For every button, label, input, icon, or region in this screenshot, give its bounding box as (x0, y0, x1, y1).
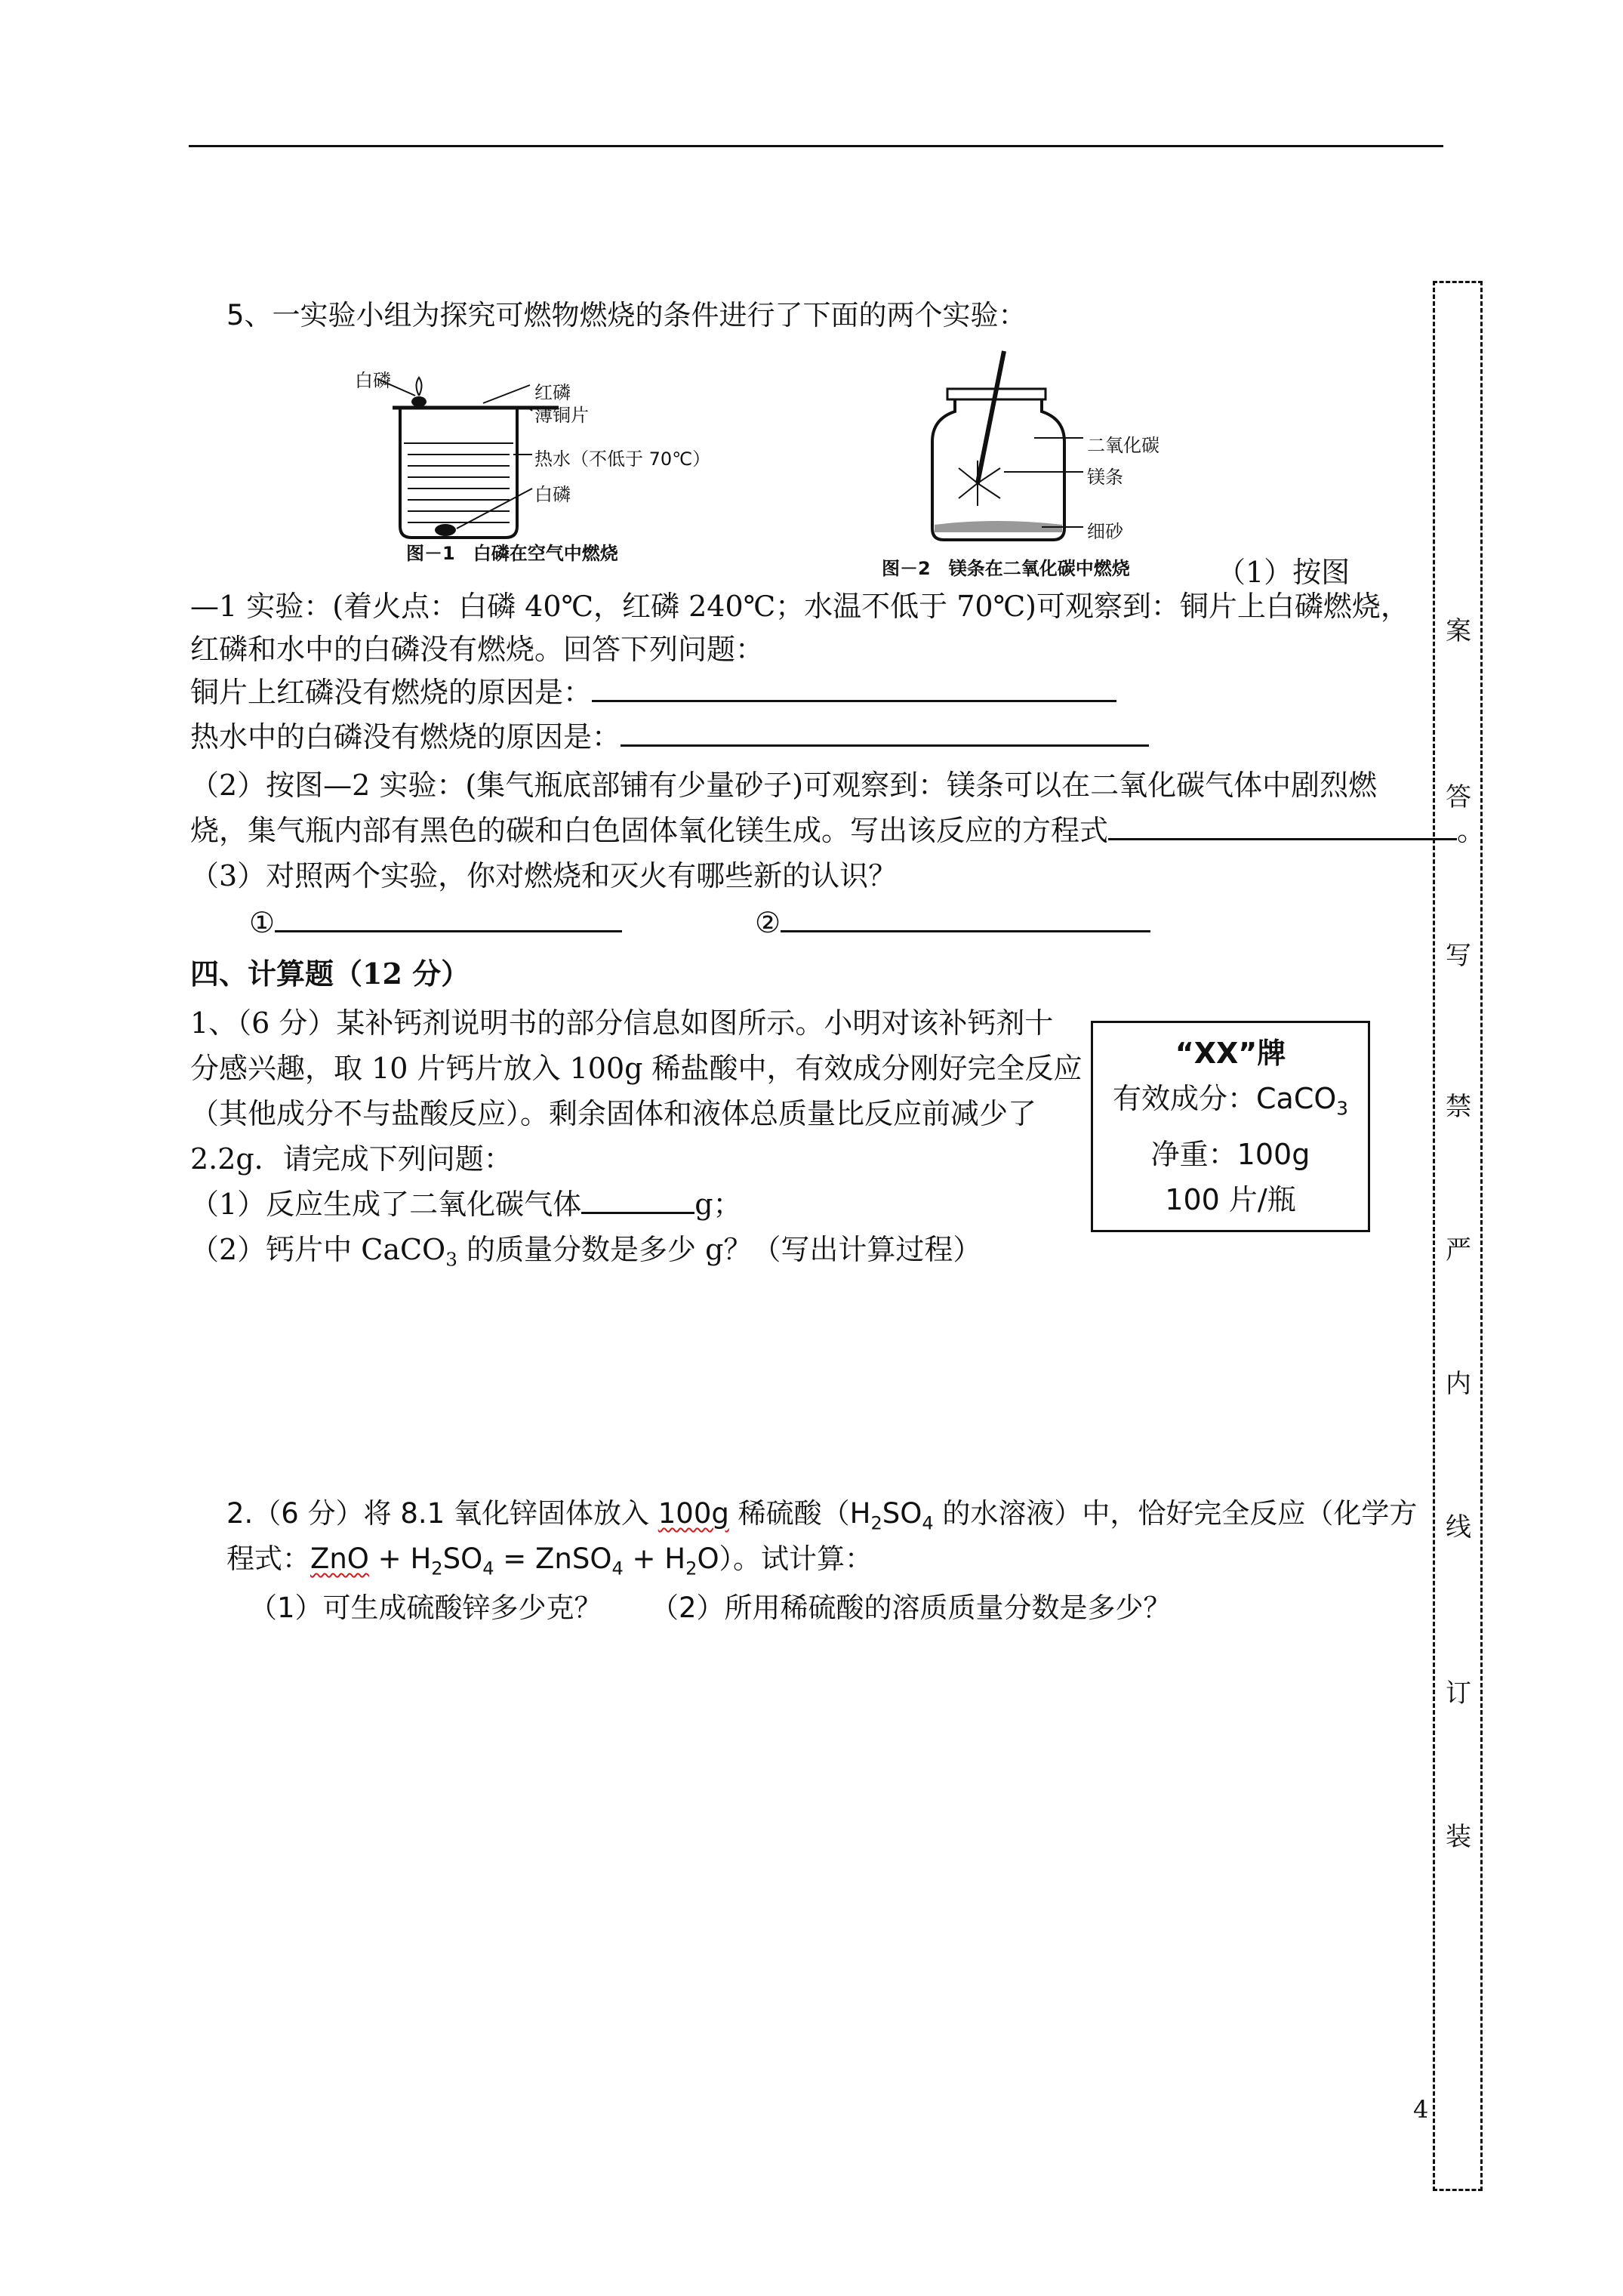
q5-p3-option2 (755, 900, 1150, 945)
product-count: 100 片/瓶 (1165, 1182, 1296, 1216)
product-brand: “XX”牌 (1175, 1037, 1286, 1070)
product-ingredient-text: 有效成分：CaCO (1113, 1082, 1337, 1115)
q5-p3: （3）对照两个实验，你对燃烧和灭火有哪些新的认识？ (190, 859, 898, 892)
calc2-l2f: 4 (482, 1558, 494, 1579)
q5-title-text: 5、一实验小组为探究可燃物燃烧的条件进行了下面的两个实验： (226, 299, 1027, 331)
calc2-l2b: ZnO (310, 1542, 369, 1575)
q5-p1-tail: （1）按图 (1217, 556, 1350, 589)
calc2-l2c: + H (368, 1542, 432, 1575)
calc2-l1c: 稀硫酸（H (728, 1497, 871, 1530)
calc2-line2 (226, 1536, 873, 1591)
q5-p3-option1-blank[interactable] (275, 900, 622, 932)
q5-p3-option2-marker: ② (755, 906, 781, 939)
margin-char-6: 内 (1446, 1363, 1471, 1400)
product-ingredient-sub: 3 (1336, 1097, 1348, 1120)
fig1-label-copper-plate: 薄铜片 (534, 405, 589, 426)
q5-q1a-text: 铜片上红磷没有燃烧的原因是： (190, 676, 593, 709)
calc2-l1b: 100g (658, 1497, 729, 1530)
q5-p2-line2 (190, 808, 1486, 853)
calc2-l2d: 2 (431, 1558, 443, 1579)
calc1-line6 (190, 1227, 981, 1283)
fig1-label-white-phosphorus: 白磷 (355, 370, 391, 391)
calc1-line1: 1、（6 分）某补钙剂说明书的部分信息如图所示。小明对该补钙剂十 (190, 1006, 1054, 1040)
product-weight: 净重：100g (1150, 1137, 1310, 1171)
calc2-l2e: SO (442, 1542, 483, 1575)
q5-q1b-text: 热水中的白磷没有燃烧的原因是： (190, 720, 621, 754)
q5-q1b (190, 714, 1149, 760)
margin-char-3: 写 (1446, 935, 1471, 972)
q5-q1a-answer-blank[interactable] (592, 670, 1116, 702)
calc1-line4: 2.2g．请完成下列问题： (190, 1142, 513, 1176)
q5-p1-line2: 红磷和水中的白磷没有燃烧。回答下列问题： (190, 633, 765, 666)
calc2-l1e: SO (882, 1497, 922, 1530)
calc2-l2k: O）。试计算： (697, 1542, 873, 1575)
fig2-caption: 图－2 镁条在二氧化碳中燃烧 (882, 558, 1130, 579)
margin-char-8: 订 (1446, 1672, 1471, 1709)
calc2-l2i: + H (623, 1542, 686, 1575)
q5-p2-line2-text: 烧，集气瓶内部有黑色的碳和白色固体氧化镁生成。写出该反应的方程式 (190, 814, 1109, 847)
calc2-l2a: 程式： (226, 1542, 310, 1575)
q5-q1b-answer-blank[interactable] (621, 714, 1149, 747)
section4-heading: 四、计算题（12 分） (190, 957, 470, 991)
fig2-label-sand: 细砂 (1087, 521, 1123, 542)
q5-p2-end: 。 (1457, 814, 1486, 847)
q5-p2-line1: （2）按图—2 实验：(集气瓶底部铺有少量砂子)可观察到：镁条可以在二氧化碳气体中剧烈燃 (190, 769, 1378, 802)
page-number: 4 (1410, 2095, 1431, 2124)
calc2-l1a: 2.（6 分）将 8.1 氧化锌固体放入 (226, 1497, 658, 1530)
calc1-line5 (190, 1182, 742, 1227)
q5-p3-option2-blank[interactable] (781, 900, 1150, 932)
calc2-l2h: 4 (611, 1558, 624, 1579)
calc2-l1f: 4 (922, 1512, 934, 1534)
q5-equation-blank[interactable] (1108, 808, 1457, 840)
fig1-label-red-phosphorus: 红磷 (534, 382, 571, 403)
calc2-l1d: 2 (870, 1512, 882, 1534)
q5-p1-line1: —1 实验：(着火点：白磷 40℃，红磷 240℃；水温不低于 70℃)可观察到：铜片上白磷燃烧， (190, 590, 1409, 623)
calc2-l1g: 的水溶液）中，恰好完全反应（化学方 (933, 1497, 1418, 1530)
calc2-l2g: = ZnSO (494, 1542, 612, 1575)
calc1-line6-post: 的质量分数是多少 g？（写出计算过程） (457, 1233, 982, 1266)
calc1-line6-pre: （2）钙片中 CaCO (190, 1233, 446, 1266)
calc1-line3: （其他成分不与盐酸反应）。剩余固体和液体总质量比反应前减少了 (190, 1097, 1037, 1130)
fig2-label-co2: 二氧化碳 (1087, 435, 1160, 456)
q5-q1a (190, 670, 1116, 715)
margin-char-4: 禁 (1446, 1086, 1471, 1123)
calc2-q2: （2）所用稀硫酸的溶质质量分数是多少？ (651, 1592, 1172, 1624)
calc2-q1: （1）可生成硫酸锌多少克？ (249, 1592, 602, 1624)
q5-title (226, 293, 1027, 338)
fig2-label-magnesium: 镁条 (1087, 467, 1123, 488)
margin-char-9: 装 (1446, 1816, 1471, 1853)
q5-p3-option1-marker: ① (249, 906, 276, 939)
margin-char-5: 严 (1446, 1229, 1471, 1266)
calc1-co2-blank[interactable] (581, 1182, 694, 1214)
margin-char-2: 答 (1446, 776, 1471, 813)
fig1-caption: 图－1 白磷在空气中燃烧 (406, 543, 618, 564)
calc2-l2j: 2 (685, 1558, 698, 1579)
margin-char-7: 线 (1446, 1506, 1471, 1543)
calc1-line2: 分感兴趣，取 10 片钙片放入 100g 稀盐酸中，有效成分刚好完全反应 (190, 1052, 1083, 1085)
calc1-line6-sub: 3 (445, 1248, 457, 1271)
calc1-line5-text: （1）反应生成了二氧化碳气体 (190, 1188, 582, 1221)
fig1-label-hot-water: 热水（不低于 70℃） (534, 448, 711, 470)
product-info-box (1091, 1021, 1370, 1232)
calc1-line5-unit: g； (694, 1188, 742, 1221)
margin-char-1: 案 (1446, 610, 1471, 647)
product-ingredient (1093, 1076, 1368, 1132)
fig1-label-white-phosphorus-water: 白磷 (534, 484, 571, 505)
header-rule (189, 145, 1443, 147)
q5-p3-option1 (249, 900, 622, 945)
